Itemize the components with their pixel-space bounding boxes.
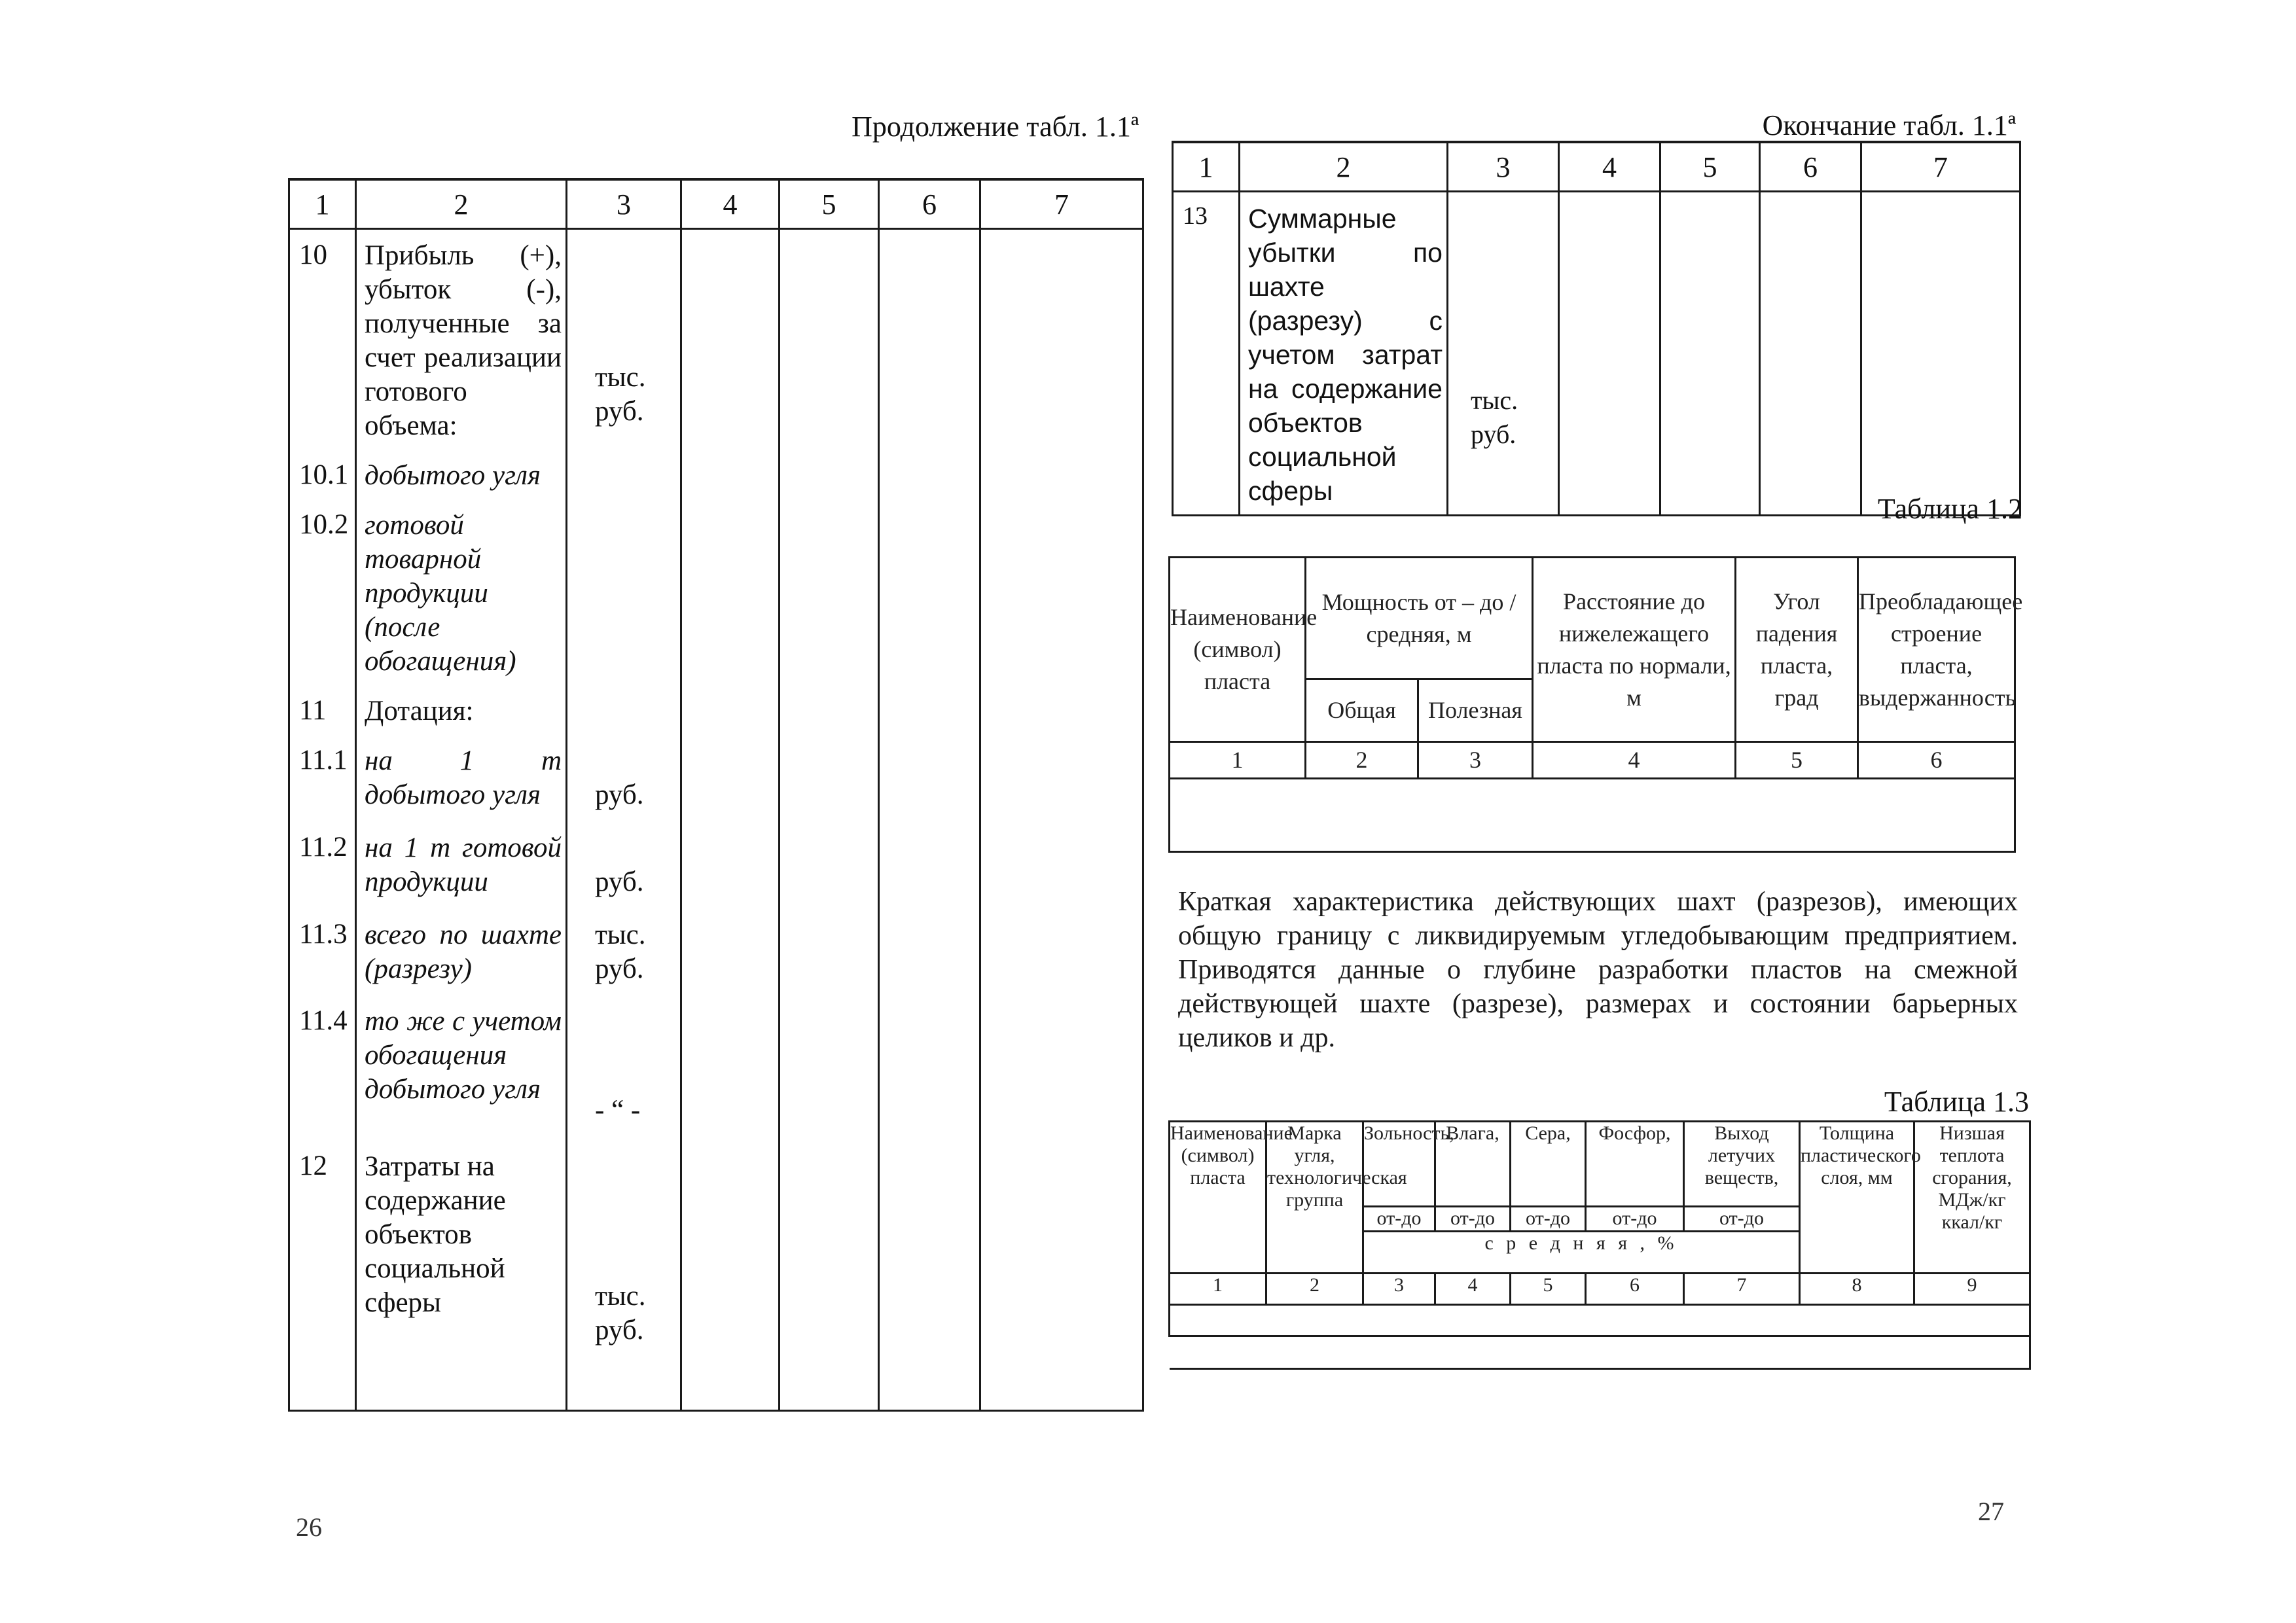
header-cell: 3 — [1448, 142, 1559, 192]
table-row — [289, 685, 1143, 735]
row-text: Затраты на содержание объектов социальной сферы — [356, 1141, 567, 1410]
row-number: 11.3 — [289, 909, 356, 995]
header-cell: 4 — [1559, 142, 1660, 192]
header-cell: Фосфор, — [1586, 1122, 1684, 1207]
left-table-caption: Продолжение табл. 1.1ª — [852, 111, 1139, 143]
table-header-row — [289, 179, 1143, 229]
table-row — [289, 909, 1143, 995]
header-cell: 5 — [780, 179, 879, 229]
header-cell: Выход летучих веществ, — [1684, 1122, 1800, 1207]
table-1-3-caption: Таблица 1.3 — [1884, 1086, 2029, 1118]
table-row — [1173, 192, 2020, 516]
header-cell: 3 — [567, 179, 681, 229]
body-paragraph: Краткая характеристика действующих шахт (разрезов), имеющих общую границу с ликвидируемым угледобывающим предприятием. Приводятся данные о глубине разработки пластов на смежной действующей шахте (разрезе), размерах и состоянии барьерных целиков и др. — [1178, 887, 2018, 1053]
row-text: добытого угля — [356, 450, 567, 499]
row-unit: - “ - — [567, 995, 681, 1141]
header-cell: Расстояние до нижележащего пласта по нормали, м — [1533, 558, 1736, 742]
row-text: Прибыль (+), убыток (-), полученные за счет реализации готового объема: — [356, 229, 567, 450]
row-text: всего по шахте (разрезу) — [356, 909, 567, 995]
header-cell: Наименование (символ) пласта — [1170, 1122, 1266, 1274]
row-number: 11.4 — [289, 995, 356, 1141]
row-number: 13 — [1173, 192, 1240, 516]
range-label: от-до — [1684, 1207, 1800, 1232]
header-cell: 1 — [1173, 142, 1240, 192]
column-number: 6 — [1586, 1274, 1684, 1305]
header-cell: 6 — [879, 179, 980, 229]
header-cell: Наименование (символ) пласта — [1170, 558, 1306, 742]
column-number: 5 — [1736, 742, 1858, 779]
header-cell: Преобладающее строение пласта, выдержанность — [1858, 558, 2015, 742]
row-unit: руб. — [567, 735, 681, 822]
right-table-caption: Окончание табл. 1.1ª — [1762, 109, 2016, 141]
table-row — [1170, 1336, 2030, 1369]
row-number: 11.2 — [289, 822, 356, 909]
header-cell: Угол падения пласта, град — [1736, 558, 1858, 742]
table-1-3 — [1168, 1120, 2031, 1370]
column-number: 3 — [1363, 1274, 1435, 1305]
row-number: 11 — [289, 685, 356, 735]
column-number: 6 — [1858, 742, 2015, 779]
table-1-1-continued — [288, 178, 1144, 1412]
row-number: 10.1 — [289, 450, 356, 499]
table-1-2 — [1168, 556, 2023, 853]
table-row — [289, 735, 1143, 822]
header-cell: 1 — [289, 179, 356, 229]
row-number: 10.2 — [289, 499, 356, 685]
range-label: от-до — [1511, 1207, 1586, 1232]
row-text: на 1 т добытого угля — [356, 735, 567, 822]
table-row — [289, 995, 1143, 1141]
header-cell: Зольность, — [1363, 1122, 1435, 1207]
row-unit: тыс. руб. — [567, 1141, 681, 1410]
row-text: то же с учетом обогащения добытого угля — [356, 995, 567, 1141]
table-1-2-caption: Таблица 1.2 — [1877, 493, 2022, 525]
header-cell: Низшая теплота сгорания, МДж/кг ккал/кг — [1914, 1122, 2030, 1274]
header-cell: Полезная — [1418, 679, 1533, 742]
header-cell: 7 — [1861, 142, 2020, 192]
table-row — [1170, 1305, 2030, 1336]
column-number: 1 — [1170, 1274, 1266, 1305]
row-unit — [567, 450, 681, 499]
row-number: 10 — [289, 229, 356, 450]
row-unit: тыс. руб. — [1448, 192, 1559, 516]
header-cell: 4 — [681, 179, 780, 229]
row-text: Суммарные убытки по шахте (разрезу) с учетом затрат на содержание объектов социальной сферы — [1240, 192, 1448, 516]
range-label: от-до — [1363, 1207, 1435, 1232]
table-row — [289, 499, 1143, 685]
range-label: от-до — [1435, 1207, 1511, 1232]
average-label: с р е д н я я , % — [1363, 1232, 1800, 1274]
header-cell: 6 — [1760, 142, 1861, 192]
header-cell: 2 — [1240, 142, 1448, 192]
header-cell: 5 — [1660, 142, 1760, 192]
header-cell: Толщина пластического слоя, мм — [1800, 1122, 1914, 1274]
page-number-right: 27 — [1978, 1497, 2004, 1526]
header-cell: Мощность от – до / средняя, м — [1306, 558, 1533, 679]
table-row — [289, 229, 1143, 450]
header-cell: 7 — [980, 179, 1143, 229]
column-number: 1 — [1170, 742, 1306, 779]
header-cell: Сера, — [1511, 1122, 1586, 1207]
row-unit: руб. — [567, 822, 681, 909]
column-number: 2 — [1266, 1274, 1363, 1305]
row-text: готовой товарной продукции (после обогащения) — [356, 499, 567, 685]
table-header-row — [1173, 142, 2020, 192]
column-number: 4 — [1533, 742, 1736, 779]
row-text: Дотация: — [356, 685, 567, 735]
header-cell: 2 — [356, 179, 567, 229]
table-1-1-end — [1172, 141, 2021, 516]
row-unit: тыс. руб. — [567, 909, 681, 995]
header-cell: Влага, — [1435, 1122, 1511, 1207]
header-cell: Общая — [1306, 679, 1418, 742]
row-number: 11.1 — [289, 735, 356, 822]
row-unit: тыс. руб. — [567, 229, 681, 450]
column-number: 9 — [1914, 1274, 2030, 1305]
table-row — [289, 1141, 1143, 1410]
table-row — [289, 450, 1143, 499]
row-unit — [567, 685, 681, 735]
column-number: 5 — [1511, 1274, 1586, 1305]
column-number: 3 — [1418, 742, 1533, 779]
row-number: 12 — [289, 1141, 356, 1410]
table-row — [289, 822, 1143, 909]
row-unit — [567, 499, 681, 685]
row-text: на 1 т готовой продукции — [356, 822, 567, 909]
column-number: 4 — [1435, 1274, 1511, 1305]
column-number: 2 — [1306, 742, 1418, 779]
header-cell: Марка угля, технологическая группа — [1266, 1122, 1363, 1274]
table-row — [1170, 779, 2015, 852]
page-number-left: 26 — [296, 1512, 322, 1542]
range-label: от-до — [1586, 1207, 1684, 1232]
column-number: 8 — [1800, 1274, 1914, 1305]
column-number: 7 — [1684, 1274, 1800, 1305]
